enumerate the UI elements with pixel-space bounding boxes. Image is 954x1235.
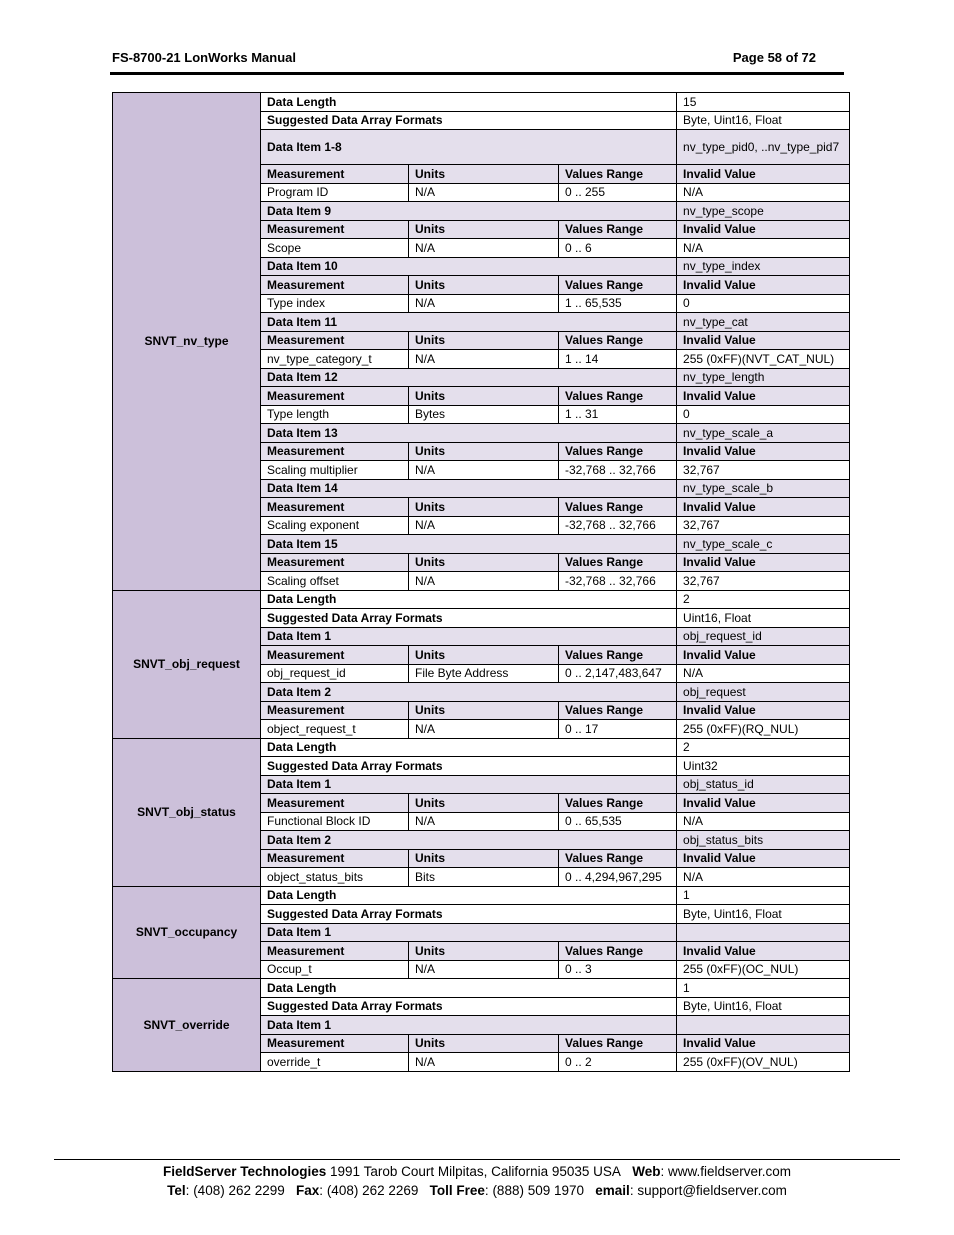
data-item-label: Data Item 2 (261, 683, 677, 702)
fax-label: Fax (296, 1183, 320, 1198)
data-item-field (677, 1016, 850, 1035)
field-label: Suggested Data Array Formats (261, 905, 677, 924)
invalid-value-cell: 255 (0xFF)(OC_NUL) (677, 960, 850, 979)
values-range-cell: 0 .. 3 (559, 960, 677, 979)
measurement-cell: Occup_t (261, 960, 409, 979)
invalid-value-cell: N/A (677, 812, 850, 831)
measurement-header: Measurement (261, 498, 409, 517)
data-item-label: Data Item 1 (261, 775, 677, 794)
measurement-cell: Type length (261, 405, 409, 424)
field-value: Uint32 (677, 757, 850, 776)
values-range-header: Values Range (559, 849, 677, 868)
data-item-label: Data Item 1-8 (261, 130, 677, 165)
values-range-cell: 1 .. 14 (559, 350, 677, 369)
table-row (113, 590, 850, 609)
field-value: 15 (677, 93, 850, 112)
units-cell: N/A (409, 183, 559, 202)
measurement-cell: Scaling exponent (261, 516, 409, 535)
data-item-label: Data Item 13 (261, 424, 677, 443)
email-link[interactable]: support@fieldserver.com (637, 1183, 787, 1198)
snvt-name-cell: SNVT_obj_status (113, 738, 261, 886)
measurement-cell: nv_type_category_t (261, 350, 409, 369)
units-header: Units (409, 220, 559, 239)
field-label: Suggested Data Array Formats (261, 111, 677, 130)
values-range-header: Values Range (559, 498, 677, 517)
snvt-name-cell: SNVT_obj_request (113, 590, 261, 738)
invalid-value-cell: 255 (0xFF)(RQ_NUL) (677, 720, 850, 739)
field-label: Data Length (261, 93, 677, 112)
values-range-header: Values Range (559, 276, 677, 295)
company-name: FieldServer Technologies (162, 1164, 327, 1179)
measurement-header: Measurement (261, 442, 409, 461)
field-value: 2 (677, 738, 850, 757)
measurement-cell: Scope (261, 239, 409, 258)
field-label: Data Length (261, 886, 677, 905)
data-item-field: nv_type_scale_c (677, 535, 850, 554)
values-range-header: Values Range (559, 942, 677, 961)
units-header: Units (409, 387, 559, 406)
data-item-field: nv_type_index (677, 257, 850, 276)
snvt-name-cell: SNVT_override (113, 979, 261, 1072)
invalid-value-header: Invalid Value (677, 276, 850, 295)
invalid-value-header: Invalid Value (677, 498, 850, 517)
data-item-field (677, 923, 850, 942)
tel-value: (408) 262 2299 (193, 1183, 285, 1198)
data-item-label: Data Item 10 (261, 257, 677, 276)
table-row (113, 738, 850, 757)
measurement-cell: object_status_bits (261, 868, 409, 887)
units-header: Units (409, 442, 559, 461)
values-range-header: Values Range (559, 794, 677, 813)
units-cell: N/A (409, 572, 559, 591)
invalid-value-header: Invalid Value (677, 553, 850, 572)
tel-label: Tel (167, 1183, 186, 1198)
field-value: 1 (677, 886, 850, 905)
invalid-value-header: Invalid Value (677, 794, 850, 813)
measurement-header: Measurement (261, 387, 409, 406)
values-range-cell: -32,768 .. 32,766 (559, 516, 677, 535)
footer-line-1: FieldServer Technologies 1991 Tarob Court Milpitas, California 95035 USA Web: www.fieldserver.com (162, 1164, 792, 1179)
footer-line-2: Tel: (408) 262 2299 Fax: (408) 262 2269 Toll Free: (888) 509 1970 email: support@fieldserver.com (167, 1183, 787, 1198)
invalid-value-cell: 32,767 (677, 461, 850, 480)
document-title: FS-8700-21 LonWorks Manual (112, 50, 296, 65)
measurement-header: Measurement (261, 1034, 409, 1053)
units-cell: N/A (409, 350, 559, 369)
units-header: Units (409, 553, 559, 572)
values-range-cell: -32,768 .. 32,766 (559, 572, 677, 591)
tollfree-label: Toll Free (429, 1183, 485, 1198)
data-item-label: Data Item 9 (261, 202, 677, 221)
invalid-value-cell: 32,767 (677, 516, 850, 535)
values-range-header: Values Range (559, 442, 677, 461)
measurement-cell: Scaling multiplier (261, 461, 409, 480)
field-label: Suggested Data Array Formats (261, 609, 677, 628)
data-item-field: nv_type_cat (677, 313, 850, 332)
values-range-cell: 0 .. 2 (559, 1053, 677, 1072)
units-header: Units (409, 331, 559, 350)
values-range-cell: 1 .. 31 (559, 405, 677, 424)
field-value: 2 (677, 590, 850, 609)
footer-rule (54, 1159, 900, 1160)
table-row (113, 93, 850, 112)
measurement-header: Measurement (261, 942, 409, 961)
units-cell: N/A (409, 1053, 559, 1072)
invalid-value-header: Invalid Value (677, 442, 850, 461)
field-value: Byte, Uint16, Float (677, 111, 850, 130)
measurement-header: Measurement (261, 220, 409, 239)
units-cell: N/A (409, 516, 559, 535)
invalid-value-cell: N/A (677, 664, 850, 683)
invalid-value-cell: 0 (677, 294, 850, 313)
field-label: Data Length (261, 590, 677, 609)
units-cell: N/A (409, 960, 559, 979)
measurement-cell: Functional Block ID (261, 812, 409, 831)
values-range-header: Values Range (559, 646, 677, 665)
units-cell: N/A (409, 461, 559, 480)
snvt-name-cell: SNVT_occupancy (113, 886, 261, 979)
data-item-field: obj_status_id (677, 775, 850, 794)
invalid-value-header: Invalid Value (677, 646, 850, 665)
field-value: Byte, Uint16, Float (677, 997, 850, 1016)
field-value: Uint16, Float (677, 609, 850, 628)
email-label: email (595, 1183, 630, 1198)
data-item-field: nv_type_pid0, ..nv_type_pid7 (677, 130, 850, 165)
field-label: Data Length (261, 738, 677, 757)
page-header (112, 50, 816, 65)
measurement-cell: object_request_t (261, 720, 409, 739)
invalid-value-header: Invalid Value (677, 849, 850, 868)
invalid-value-header: Invalid Value (677, 387, 850, 406)
invalid-value-cell: N/A (677, 868, 850, 887)
measurement-header: Measurement (261, 553, 409, 572)
field-value: 1 (677, 979, 850, 998)
data-item-field: nv_type_scale_a (677, 424, 850, 443)
measurement-header: Measurement (261, 701, 409, 720)
units-cell: Bytes (409, 405, 559, 424)
data-item-label: Data Item 15 (261, 535, 677, 554)
values-range-cell: 0 .. 65,535 (559, 812, 677, 831)
data-item-label: Data Item 1 (261, 627, 677, 646)
data-item-field: nv_type_length (677, 368, 850, 387)
invalid-value-header: Invalid Value (677, 220, 850, 239)
invalid-value-cell: 32,767 (677, 572, 850, 591)
values-range-header: Values Range (559, 331, 677, 350)
web-label: Web (632, 1164, 661, 1179)
units-header: Units (409, 849, 559, 868)
units-header: Units (409, 276, 559, 295)
invalid-value-cell: N/A (677, 239, 850, 258)
company-address: 1991 Tarob Court Milpitas, California 95035 USA (330, 1164, 621, 1179)
measurement-cell: Type index (261, 294, 409, 313)
data-item-field: nv_type_scale_b (677, 479, 850, 498)
values-range-cell: 0 .. 17 (559, 720, 677, 739)
values-range-cell: -32,768 .. 32,766 (559, 461, 677, 480)
page-footer (54, 1162, 900, 1200)
measurement-header: Measurement (261, 646, 409, 665)
snvt-spec-table (112, 92, 850, 1072)
units-header: Units (409, 794, 559, 813)
units-header: Units (409, 942, 559, 961)
data-item-label: Data Item 11 (261, 313, 677, 332)
units-header: Units (409, 498, 559, 517)
fax-value: (408) 262 2269 (326, 1183, 419, 1198)
measurement-header: Measurement (261, 794, 409, 813)
values-range-header: Values Range (559, 553, 677, 572)
measurement-header: Measurement (261, 165, 409, 184)
tollfree-value: (888) 509 1970 (492, 1183, 585, 1198)
values-range-cell: 0 .. 2,147,483,647 (559, 664, 677, 683)
measurement-header: Measurement (261, 331, 409, 350)
measurement-cell: Scaling offset (261, 572, 409, 591)
data-item-label: Data Item 12 (261, 368, 677, 387)
table-row (113, 979, 850, 998)
units-cell: Bits (409, 868, 559, 887)
data-item-label: Data Item 1 (261, 923, 677, 942)
values-range-header: Values Range (559, 387, 677, 406)
invalid-value-header: Invalid Value (677, 165, 850, 184)
values-range-cell: 0 .. 255 (559, 183, 677, 202)
data-item-field: nv_type_scope (677, 202, 850, 221)
values-range-header: Values Range (559, 220, 677, 239)
data-item-field: obj_status_bits (677, 831, 850, 850)
invalid-value-header: Invalid Value (677, 331, 850, 350)
web-link[interactable]: www.fieldserver.com (668, 1164, 792, 1179)
invalid-value-header: Invalid Value (677, 701, 850, 720)
values-range-cell: 0 .. 4,294,967,295 (559, 868, 677, 887)
values-range-header: Values Range (559, 1034, 677, 1053)
measurement-cell: override_t (261, 1053, 409, 1072)
invalid-value-cell: 255 (0xFF)(OV_NUL) (677, 1053, 850, 1072)
measurement-header: Measurement (261, 276, 409, 295)
invalid-value-cell: 255 (0xFF)(NVT_CAT_NUL) (677, 350, 850, 369)
data-item-field: obj_request (677, 683, 850, 702)
data-item-label: Data Item 1 (261, 1016, 677, 1035)
snvt-name-cell: SNVT_nv_type (113, 93, 261, 591)
values-range-cell: 0 .. 6 (559, 239, 677, 258)
data-item-field: obj_request_id (677, 627, 850, 646)
data-item-label: Data Item 2 (261, 831, 677, 850)
invalid-value-cell: 0 (677, 405, 850, 424)
measurement-cell: obj_request_id (261, 664, 409, 683)
values-range-cell: 1 .. 65,535 (559, 294, 677, 313)
field-label: Data Length (261, 979, 677, 998)
units-header: Units (409, 1034, 559, 1053)
measurement-cell: Program ID (261, 183, 409, 202)
page-number: Page 58 of 72 (732, 50, 816, 65)
units-cell: N/A (409, 720, 559, 739)
units-header: Units (409, 165, 559, 184)
table-row (113, 886, 850, 905)
units-cell: File Byte Address (409, 664, 559, 683)
values-range-header: Values Range (559, 165, 677, 184)
field-value: Byte, Uint16, Float (677, 905, 850, 924)
measurement-header: Measurement (261, 849, 409, 868)
data-item-label: Data Item 14 (261, 479, 677, 498)
invalid-value-header: Invalid Value (677, 1034, 850, 1053)
field-label: Suggested Data Array Formats (261, 997, 677, 1016)
values-range-header: Values Range (559, 701, 677, 720)
units-cell: N/A (409, 239, 559, 258)
units-cell: N/A (409, 812, 559, 831)
header-rule (110, 72, 844, 75)
units-header: Units (409, 646, 559, 665)
invalid-value-cell: N/A (677, 183, 850, 202)
field-label: Suggested Data Array Formats (261, 757, 677, 776)
units-cell: N/A (409, 294, 559, 313)
invalid-value-header: Invalid Value (677, 942, 850, 961)
units-header: Units (409, 701, 559, 720)
